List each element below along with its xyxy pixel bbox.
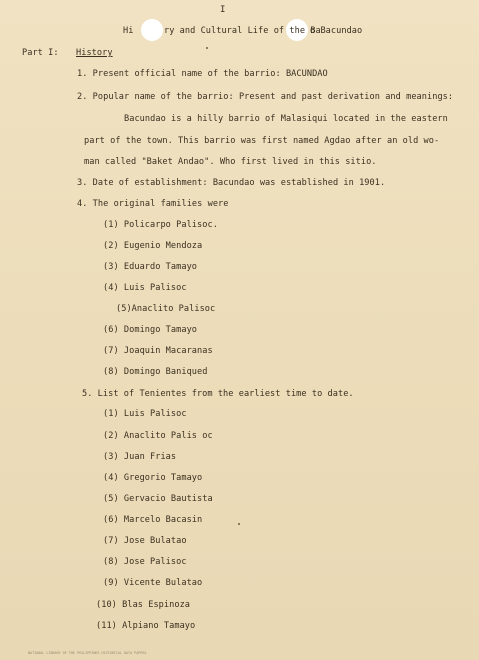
teniente-item: (5) Gervacio Bautista xyxy=(103,494,213,504)
family-item: (6) Domingo Tamayo xyxy=(103,325,198,335)
teniente-item: (2) Anaclito Palis oc xyxy=(103,431,213,441)
teniente-item: (8) Jose Palisoc xyxy=(103,557,187,567)
part-heading: History xyxy=(76,48,113,58)
teniente-item: (6) Marcelo Bacasin xyxy=(103,515,203,525)
teniente-item: (4) Gregorio Tamayo xyxy=(103,473,203,483)
ink-speck xyxy=(206,47,208,49)
part-label: Part I: xyxy=(22,48,59,58)
title-right: o Bacundao xyxy=(310,26,363,36)
title-middle: ry and Cultural Life of the Ba xyxy=(164,26,321,36)
teniente-item: (9) Vicente Bulatao xyxy=(103,578,203,588)
family-item: (2) Eugenio Mendoza xyxy=(103,241,203,251)
item-2: 2. Popular name of the barrio: Present and past derivation and meanings: xyxy=(77,92,454,102)
ink-speck xyxy=(238,523,240,525)
item-2-line-1: Bacundao is a hilly barrio of Malasiqui located in the eastern xyxy=(124,114,448,124)
teniente-item: (7) Jose Bulatao xyxy=(103,536,187,546)
teniente-item: (3) Juan Frias xyxy=(103,452,177,462)
family-item: (7) Joaquin Macaranas xyxy=(103,346,213,356)
item-4: 4. The original families were xyxy=(77,199,229,209)
title-left: Hi xyxy=(123,26,134,36)
item-2-line-2: part of the town. This barrio was first named Agdao after an old wo- xyxy=(84,136,440,146)
family-item: (4) Luis Palisoc xyxy=(103,283,187,293)
family-item: (5)Anaclito Palisoc xyxy=(116,304,216,314)
footer-credit: NATIONAL LIBRARY OF THE PHILIPPINES HISTORICAL DATA PAPERS xyxy=(28,651,147,655)
teniente-item: (1) Luis Palisoc xyxy=(103,409,187,419)
family-item: (8) Domingo Baniqued xyxy=(103,367,208,377)
punch-hole-left xyxy=(141,19,163,41)
item-2-line-3: man called "Baket Andao". Who first lived in this sitio. xyxy=(84,157,377,167)
teniente-item: (10) Blas Espinoza xyxy=(96,600,191,610)
item-5: 5. List of Tenientes from the earliest time to date. xyxy=(82,389,354,399)
family-item: (3) Eduardo Tamayo xyxy=(103,262,198,272)
teniente-item: (11) Alpiano Tamayo xyxy=(96,621,196,631)
page-number: I xyxy=(220,5,226,15)
item-3: 3. Date of establishment: Bacundao was established in 1901. xyxy=(77,178,386,188)
family-item: (1) Policarpo Palisoc. xyxy=(103,220,218,230)
item-1: 1. Present official name of the barrio: BACUNDAO xyxy=(77,69,328,79)
